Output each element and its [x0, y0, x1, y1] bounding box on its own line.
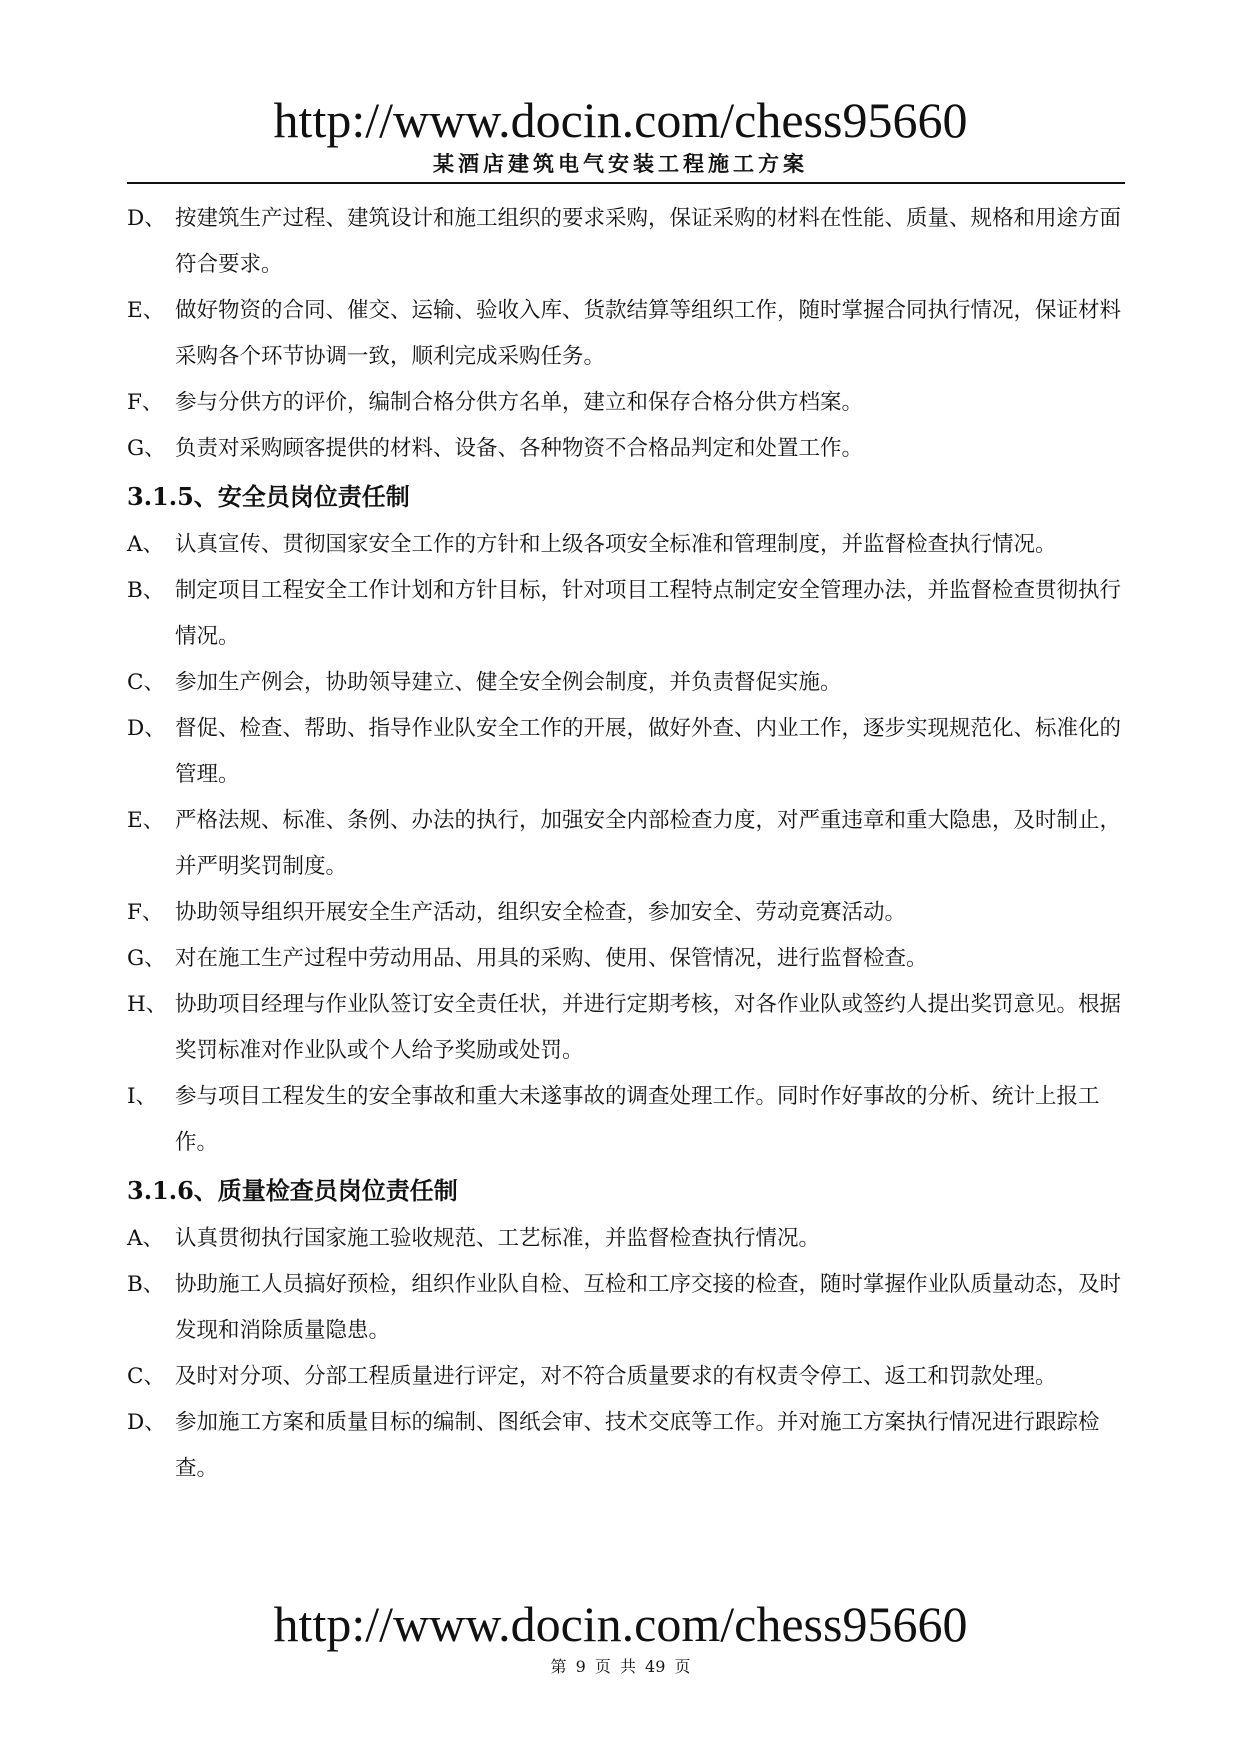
list-item-text: 参与项目工程发生的安全事故和重大未遂事故的调查处理工作。同时作好事故的分析、统计上报工作。 — [175, 1084, 1100, 1155]
list-item — [127, 890, 1125, 936]
list-item — [127, 706, 1125, 798]
list-item-label: B、 — [127, 1272, 165, 1297]
list-item-text: 参加施工方案和质量目标的编制、图纸会审、技术交底等工作。并对施工方案执行情况进行跟踪检查。 — [175, 1410, 1100, 1481]
list-item-label: G、 — [127, 946, 166, 971]
list-item-label: A、 — [127, 532, 165, 557]
list-item-label: F、 — [127, 390, 164, 415]
section-heading: 3.1.6、质量检查员岗位责任制 — [127, 1176, 458, 1205]
list-item-label: D、 — [127, 1410, 166, 1435]
list-item-label: D、 — [127, 206, 166, 231]
list-item — [127, 982, 1125, 1074]
list-item — [127, 1262, 1125, 1354]
list-item-label: H、 — [127, 992, 168, 1017]
list-item — [127, 288, 1125, 380]
list-item-text: 协助项目经理与作业队签订安全责任状，并进行定期考核，对各作业队或签约人提出奖罚意见。根据奖罚标准对作业队或个人给予奖励或处罚。 — [175, 992, 1122, 1063]
list-item-text: 做好物资的合同、催交、运输、验收入库、货款结算等组织工作，随时掌握合同执行情况，保证材料采购各个环节协调一致，顺利完成采购任务。 — [175, 298, 1122, 369]
list-item-label: C、 — [127, 670, 165, 695]
list-item-text: 参与分供方的评价，编制合格分供方名单，建立和保存合格分供方档案。 — [175, 390, 864, 415]
list-item — [127, 1074, 1125, 1166]
list-item — [127, 936, 1125, 982]
list-item-text: 及时对分项、分部工程质量进行评定，对不符合质量要求的有权责令停工、返工和罚款处理。 — [175, 1364, 1057, 1389]
document-title: 某酒店建筑电气安装工程施工方案 — [433, 151, 808, 176]
list-item-text: 协助领导组织开展安全生产活动，组织安全检查，参加安全、劳动竞赛活动。 — [175, 900, 907, 925]
list-item-label: A、 — [127, 1226, 165, 1251]
list-item-label: B、 — [127, 578, 165, 603]
list-item-label: E、 — [127, 808, 165, 833]
list-item-text: 对在施工生产过程中劳动用品、用具的采购、使用、保管情况，进行监督检查。 — [175, 946, 928, 971]
list-item-text: 参加生产例会，协助领导建立、健全安全例会制度，并负责督促实施。 — [175, 670, 842, 695]
list-item-text: 负责对采购顾客提供的材料、设备、各种物资不合格品判定和处置工作。 — [175, 436, 864, 461]
list-item-label: I、 — [127, 1084, 157, 1109]
list-item — [127, 380, 1125, 426]
list-item-label: G、 — [127, 436, 166, 461]
list-item — [127, 1400, 1125, 1492]
footer-watermark-url: http://www.docin.com/chess95660 — [273, 1596, 968, 1652]
list-item — [127, 1216, 1125, 1262]
document-body — [127, 196, 1125, 1492]
list-item — [127, 522, 1125, 568]
list-item — [127, 798, 1125, 890]
list-item-text: 认真宣传、贯彻国家安全工作的方针和上级各项安全标准和管理制度，并监督检查执行情况。 — [175, 532, 1057, 557]
list-item-text: 认真贯彻执行国家施工验收规范、工艺标准，并监督检查执行情况。 — [175, 1226, 821, 1251]
list-item — [127, 568, 1125, 660]
list-item — [127, 660, 1125, 706]
list-item-text: 制定项目工程安全工作计划和方针目标，针对项目工程特点制定安全管理办法，并监督检查贯彻执行情况。 — [175, 578, 1122, 649]
header-watermark-url: http://www.docin.com/chess95660 — [273, 92, 968, 148]
list-item-label: F、 — [127, 900, 164, 925]
list-item — [127, 196, 1125, 288]
list-item — [127, 1354, 1125, 1400]
list-item — [127, 426, 1125, 472]
page-number: 第 9 页 共 49 页 — [550, 1657, 691, 1676]
section-heading: 3.1.5、安全员岗位责任制 — [127, 482, 410, 511]
list-item-text: 按建筑生产过程、建筑设计和施工组织的要求采购，保证采购的材料在性能、质量、规格和用途方面符合要求。 — [175, 206, 1122, 277]
list-item-text: 协助施工人员搞好预检，组织作业队自检、互检和工序交接的检查，随时掌握作业队质量动态，及时发现和消除质量隐患。 — [175, 1272, 1122, 1343]
list-item-label: C、 — [127, 1364, 165, 1389]
list-item-text: 严格法规、标准、条例、办法的执行，加强安全内部检查力度，对严重违章和重大隐患，及时制止，并严明奖罚制度。 — [175, 808, 1122, 879]
list-item-label: D、 — [127, 716, 166, 741]
list-item-label: E、 — [127, 298, 165, 323]
list-item-text: 督促、检查、帮助、指导作业队安全工作的开展，做好外查、内业工作，逐步实现规范化、标准化的管理。 — [175, 716, 1122, 787]
header-divider — [127, 182, 1125, 184]
